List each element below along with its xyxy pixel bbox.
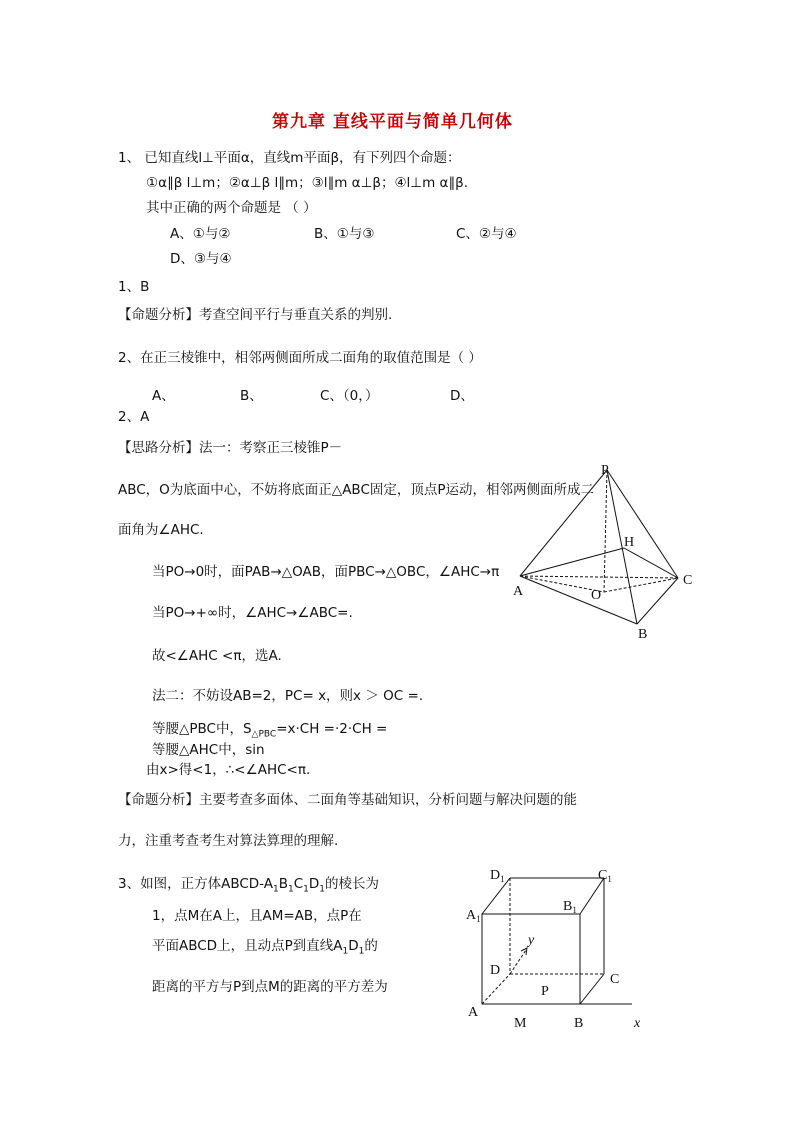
label-m: M (514, 1016, 527, 1031)
q2-line-7: 法二：不妨设AB=2，PC= x，则x ＞ OC =. (152, 688, 424, 704)
q3-line-3: 平面ABCD上，且动点P到直线$A_1D_1$的 (152, 938, 378, 957)
label-c: C (683, 573, 693, 588)
q1-option-a: A、①与② (170, 226, 231, 242)
q1-option-d: D、③与④ (170, 251, 232, 267)
q2-analysis-2: 力，注重考查考生对算法算理的理解. (118, 833, 339, 849)
q1-option-c: C、②与④ (456, 226, 517, 242)
q1-ask: 其中正确的两个命题是 （ ） (146, 200, 317, 216)
label-x: x (634, 1016, 641, 1031)
label-y: y (528, 933, 535, 948)
q2-stem: 2、在正三棱锥中，相邻两侧面所成二面角的取值范围是（ ） (118, 350, 482, 366)
label-p: P (541, 984, 549, 999)
label-o: O (591, 588, 602, 603)
q2-option-c: C、（0，） (320, 388, 379, 404)
q2-answer: 2、A (118, 409, 150, 425)
label-h: H (624, 535, 635, 550)
label-b: B (638, 627, 648, 642)
cube-figure (460, 862, 660, 1034)
q2-line-3: 面角为∠AHC. (118, 522, 204, 538)
q1-analysis: 【命题分析】考查空间平行与垂直关系的判别. (118, 307, 393, 323)
q1-stem: 1、 已知直线l⊥平面α，直线m平面β，有下列四个命题： (118, 150, 461, 166)
label-a: A (513, 584, 524, 599)
q2-option-a: A、 (152, 388, 175, 404)
q2-line-10: 由x>得<1，∴<∠AHC<π. (146, 762, 311, 778)
page-title: 第九章 直线平面与简单几何体 (272, 112, 513, 132)
label-b: B (574, 1016, 584, 1031)
q1-answer: 1、B (118, 279, 150, 295)
label-b1: $B_1$ (563, 899, 577, 915)
q3-line-4: 距离的平方与P到点M的距离的平方差为 (152, 979, 388, 995)
label-a: A (468, 1005, 479, 1020)
label-d1: $D_1$ (490, 868, 505, 884)
q1-props: ①α∥β l⊥m；②α⊥β l∥m；③l∥m α⊥β；④l⊥m α∥β. (146, 175, 469, 191)
q1-option-b: B、①与③ (314, 226, 375, 242)
q3-line-1: 3、如图，正方体ABCD-$A_1B_1C_1D_1$的棱长为 (118, 876, 380, 895)
label-a1: $A_1$ (466, 908, 481, 924)
q2-analysis-1: 【命题分析】主要考查多面体、二面角等基础知识，分析问题与解决问题的能 (118, 792, 577, 808)
pyramid-figure (500, 458, 700, 643)
label-c1: $C_1$ (598, 868, 612, 884)
q2-line-5: 当PO→+∞时，∠AHC→∠ABC=. (152, 605, 353, 621)
q3-line-2: 1，点M在A上，且AM=AB，点P在 (152, 908, 362, 924)
q2-line-8: 等腰△PBC中，$S_{\triangle PBC}=x\cdot CH =\cdot 2\cdot CH$ = (152, 721, 388, 740)
q2-line-1: 【思路分析】法一：考察正三棱锥P－ (118, 440, 343, 456)
q2-line-6: 故<∠AHC <π，选A. (152, 648, 282, 664)
q2-line-2: ABC，O为底面中心，不妨将底面正△ABC固定，顶点P运动，相邻两侧面所成二 (118, 482, 595, 498)
q2-option-b: B、 (240, 388, 263, 404)
q2-option-d: D、 (450, 388, 474, 404)
q2-line-9: 等腰△AHC中，sin (152, 742, 265, 758)
q2-line-4: 当PO→0时，面PAB→△OAB，面PBC→△OBC，∠AHC→π (152, 564, 500, 580)
label-p: P (601, 463, 609, 478)
label-d: D (490, 963, 501, 978)
label-c: C (610, 972, 620, 987)
